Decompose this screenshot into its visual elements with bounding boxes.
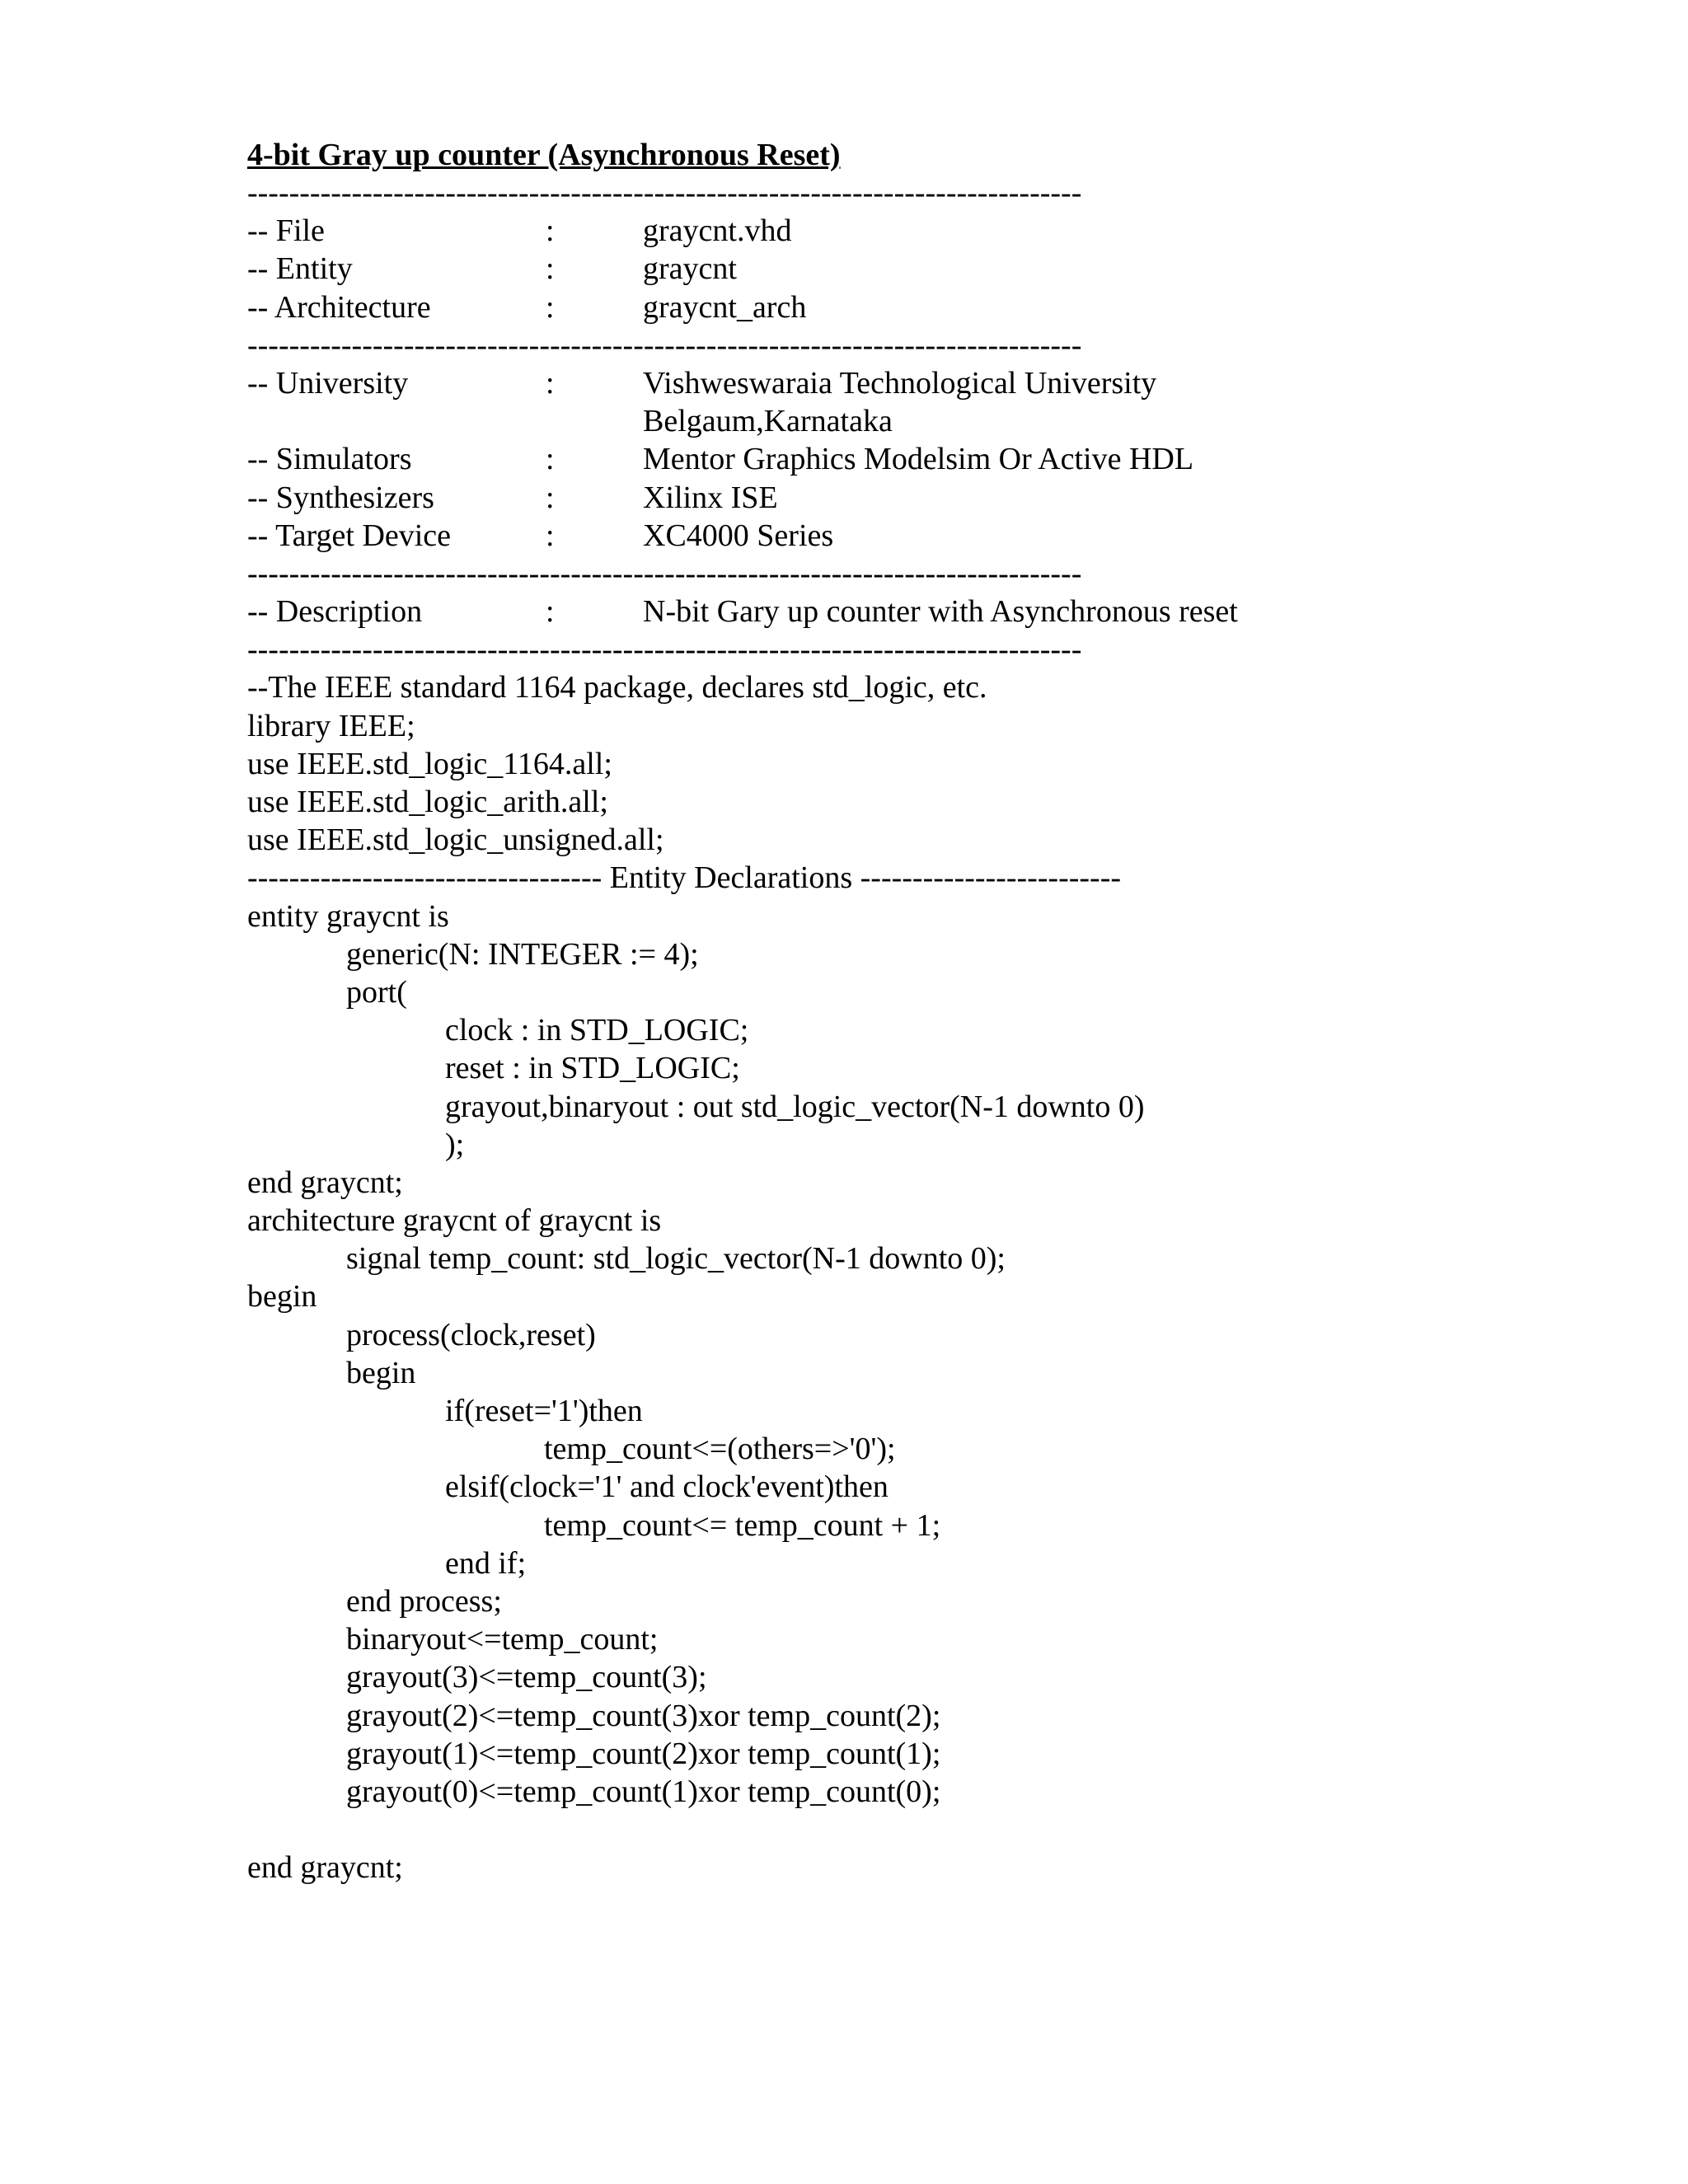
header-value: graycnt_arch — [643, 289, 807, 325]
code-line: elsif(clock='1' and clock'event)then — [445, 1469, 889, 1505]
entity-declarations-separator: ---------------------------------- Entity Declarations ------------------------- — [247, 860, 1122, 896]
code-line: generic(N: INTEGER := 4); — [346, 936, 699, 972]
header-colon: : — [546, 213, 555, 249]
code-line: grayout(3)<=temp_count(3); — [346, 1660, 707, 1695]
header-value: Xilinx ISE — [643, 480, 778, 515]
code-line: signal temp_count: std_logic_vector(N-1 downto 0); — [346, 1241, 1006, 1277]
header-key: -- Entity — [247, 251, 353, 287]
header-block-description — [247, 593, 1607, 630]
header-key: -- Simulators — [247, 442, 412, 477]
header-colon: : — [546, 480, 555, 515]
code-line: end graycnt; — [247, 1165, 403, 1200]
code-line: grayout(2)<=temp_count(3)xor temp_count(2); — [346, 1698, 941, 1733]
code-line: temp_count<= temp_count + 1; — [544, 1507, 941, 1543]
code-line: library IEEE; — [247, 708, 415, 743]
code-line: grayout(1)<=temp_count(2)xor temp_count(1); — [346, 1736, 941, 1771]
code-line: begin — [247, 1279, 317, 1315]
header-colon: : — [546, 518, 555, 553]
header-key: -- University — [247, 365, 409, 401]
document-title: 4-bit Gray up counter (Asynchronous Reset) — [247, 138, 841, 172]
header-key: -- File — [247, 213, 325, 249]
code-line: architecture graycnt of graycnt is — [247, 1203, 662, 1239]
separator-line: -------------------------------------------------------------------------------- — [247, 176, 1082, 210]
header-key: -- Target Device — [247, 518, 452, 553]
header-row-university — [247, 364, 1607, 402]
header-colon: : — [546, 442, 555, 477]
code-line: temp_count<=(others=>'0'); — [544, 1432, 896, 1467]
header-value: graycnt.vhd — [643, 213, 792, 249]
header-colon: : — [546, 594, 555, 630]
separator-line: -------------------------------------------------------------------------------- — [247, 327, 1082, 363]
header-block-file-info — [247, 212, 1607, 326]
header-row-architecture — [247, 288, 1607, 326]
header-row-description — [247, 593, 1607, 630]
header-colon: : — [546, 251, 555, 287]
code-line: end process; — [346, 1583, 502, 1619]
code-line: use IEEE.std_logic_arith.all; — [247, 785, 608, 819]
header-value: Belgaum,Karnataka — [643, 404, 893, 439]
code-line: use IEEE.std_logic_unsigned.all; — [247, 823, 664, 858]
header-row-synthesizers — [247, 479, 1607, 517]
code-line: process(clock,reset) — [346, 1317, 596, 1352]
code-line: begin — [346, 1355, 416, 1390]
separator-line: -------------------------------------------------------------------------------- — [247, 632, 1082, 668]
code-line: clock : in STD_LOGIC; — [445, 1013, 749, 1048]
header-value: graycnt — [643, 251, 737, 287]
header-row-file — [247, 212, 1607, 250]
separator-line: -------------------------------------------------------------------------------- — [247, 555, 1082, 591]
header-value: XC4000 Series — [643, 518, 834, 553]
code-line: use IEEE.std_logic_1164.all; — [247, 746, 612, 781]
header-row-entity — [247, 250, 1607, 288]
header-value: Mentor Graphics Modelsim Or Active HDL — [643, 442, 1194, 477]
header-colon: : — [546, 289, 555, 325]
code-line: --The IEEE standard 1164 package, declares std_logic, etc. — [247, 670, 987, 705]
code-line: ); — [445, 1127, 465, 1162]
code-line: reset : in STD_LOGIC; — [445, 1051, 740, 1086]
code-line: binaryout<=temp_count; — [346, 1622, 659, 1657]
header-row-university-cont — [247, 402, 1607, 440]
code-line: port( — [346, 974, 407, 1010]
header-row-target-device — [247, 517, 1607, 555]
header-value: Vishweswaraia Technological University — [643, 365, 1157, 401]
code-block-entity-architecture — [247, 898, 1607, 1887]
header-key: -- Description — [247, 594, 423, 630]
code-line: entity graycnt is — [247, 898, 449, 934]
header-key: -- Synthesizers — [247, 480, 434, 515]
code-block-libraries — [247, 668, 1607, 859]
document-page — [247, 136, 1607, 1886]
code-line: grayout(0)<=temp_count(1)xor temp_count(0); — [346, 1774, 941, 1809]
header-colon: : — [546, 365, 555, 401]
code-line: end graycnt; — [247, 1850, 403, 1886]
code-line: end if; — [445, 1545, 527, 1581]
header-key: -- Architecture — [247, 289, 431, 325]
header-value: N-bit Gary up counter with Asynchronous reset — [643, 594, 1238, 630]
code-line: if(reset='1')then — [445, 1394, 643, 1428]
header-block-tools — [247, 364, 1607, 555]
code-line: grayout,binaryout : out std_logic_vector(N-1 downto 0) — [445, 1089, 1145, 1124]
code-line — [247, 1811, 1607, 1849]
header-row-simulators — [247, 440, 1607, 478]
